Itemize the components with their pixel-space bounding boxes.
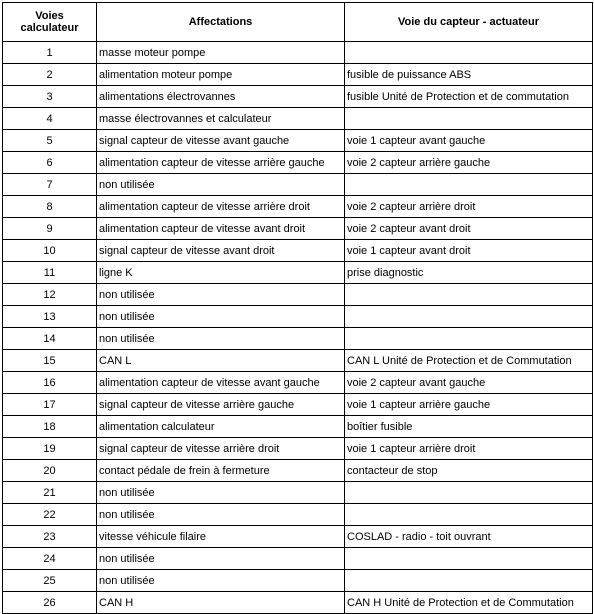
capteur-actuateur-cell: voie 2 capteur avant gauche <box>345 372 593 394</box>
voie-number-cell: 11 <box>3 262 97 284</box>
table-row <box>3 174 593 196</box>
affectation-cell: CAN H <box>97 592 345 614</box>
affectation-cell: signal capteur de vitesse arrière gauche <box>97 394 345 416</box>
table-row <box>3 416 593 438</box>
voie-number-cell: 2 <box>3 64 97 86</box>
affectation-cell: masse moteur pompe <box>97 42 345 64</box>
affectation-cell: alimentation moteur pompe <box>97 64 345 86</box>
capteur-actuateur-cell <box>345 284 593 306</box>
capteur-actuateur-cell: prise diagnostic <box>345 262 593 284</box>
voie-number-cell: 24 <box>3 548 97 570</box>
table-row <box>3 504 593 526</box>
capteur-actuateur-cell <box>345 108 593 130</box>
voie-number-cell: 10 <box>3 240 97 262</box>
affectation-cell: signal capteur de vitesse avant droit <box>97 240 345 262</box>
capteur-actuateur-cell <box>345 42 593 64</box>
affectation-cell: CAN L <box>97 350 345 372</box>
voie-number-cell: 18 <box>3 416 97 438</box>
voie-number-cell: 25 <box>3 570 97 592</box>
header-row <box>3 3 593 42</box>
voie-number-cell: 26 <box>3 592 97 614</box>
table-row <box>3 350 593 372</box>
capteur-actuateur-cell <box>345 570 593 592</box>
affectation-cell: non utilisée <box>97 482 345 504</box>
voie-number-cell: 14 <box>3 328 97 350</box>
affectation-cell: signal capteur de vitesse arrière droit <box>97 438 345 460</box>
capteur-actuateur-cell: voie 1 capteur arrière droit <box>345 438 593 460</box>
capteur-actuateur-cell <box>345 548 593 570</box>
table-row <box>3 482 593 504</box>
table-row <box>3 438 593 460</box>
capteur-actuateur-cell <box>345 482 593 504</box>
voie-number-cell: 12 <box>3 284 97 306</box>
capteur-actuateur-cell: COSLAD - radio - toit ouvrant <box>345 526 593 548</box>
affectation-cell: non utilisée <box>97 328 345 350</box>
voie-number-cell: 23 <box>3 526 97 548</box>
pinout-table <box>2 2 593 614</box>
affectation-cell: contact pédale de frein à fermeture <box>97 460 345 482</box>
affectation-cell: alimentation calculateur <box>97 416 345 438</box>
table-row <box>3 152 593 174</box>
affectation-cell: non utilisée <box>97 284 345 306</box>
table-row <box>3 570 593 592</box>
table-row <box>3 592 593 614</box>
capteur-actuateur-cell: fusible de puissance ABS <box>345 64 593 86</box>
affectation-cell: ligne K <box>97 262 345 284</box>
capteur-actuateur-cell: voie 1 capteur avant droit <box>345 240 593 262</box>
voie-number-cell: 15 <box>3 350 97 372</box>
voie-number-cell: 1 <box>3 42 97 64</box>
capteur-actuateur-cell <box>345 328 593 350</box>
table-row <box>3 196 593 218</box>
affectation-cell: non utilisée <box>97 548 345 570</box>
capteur-actuateur-cell: voie 2 capteur avant droit <box>345 218 593 240</box>
affectation-cell: non utilisée <box>97 504 345 526</box>
voie-number-cell: 7 <box>3 174 97 196</box>
capteur-actuateur-cell <box>345 306 593 328</box>
voie-number-cell: 17 <box>3 394 97 416</box>
header-voies-calculateur <box>3 3 97 42</box>
affectation-cell: non utilisée <box>97 174 345 196</box>
table-row <box>3 108 593 130</box>
table-row <box>3 460 593 482</box>
affectation-cell: alimentation capteur de vitesse arrière droit <box>97 196 345 218</box>
table-row <box>3 306 593 328</box>
table-row <box>3 284 593 306</box>
capteur-actuateur-cell: voie 1 capteur arrière gauche <box>345 394 593 416</box>
table-row <box>3 240 593 262</box>
voie-number-cell: 4 <box>3 108 97 130</box>
voie-number-cell: 6 <box>3 152 97 174</box>
voie-number-cell: 8 <box>3 196 97 218</box>
table-row <box>3 548 593 570</box>
voie-number-cell: 20 <box>3 460 97 482</box>
capteur-actuateur-cell: fusible Unité de Protection et de commutation <box>345 86 593 108</box>
voie-number-cell: 5 <box>3 130 97 152</box>
capteur-actuateur-cell: contacteur de stop <box>345 460 593 482</box>
voie-number-cell: 3 <box>3 86 97 108</box>
table-body <box>3 42 593 614</box>
table-row <box>3 86 593 108</box>
voie-number-cell: 13 <box>3 306 97 328</box>
capteur-actuateur-cell <box>345 504 593 526</box>
affectation-cell: alimentation capteur de vitesse avant droit <box>97 218 345 240</box>
voie-number-cell: 21 <box>3 482 97 504</box>
capteur-actuateur-cell: CAN L Unité de Protection et de Commutation <box>345 350 593 372</box>
affectation-cell: vitesse véhicule filaire <box>97 526 345 548</box>
voie-number-cell: 16 <box>3 372 97 394</box>
capteur-actuateur-cell: boîtier fusible <box>345 416 593 438</box>
capteur-actuateur-cell: CAN H Unité de Protection et de Commutation <box>345 592 593 614</box>
voie-number-cell: 19 <box>3 438 97 460</box>
table-row <box>3 42 593 64</box>
header-voies-line1: Voies <box>35 10 64 22</box>
affectation-cell: alimentations électrovannes <box>97 86 345 108</box>
table-row <box>3 218 593 240</box>
table-row <box>3 394 593 416</box>
affectation-cell: signal capteur de vitesse avant gauche <box>97 130 345 152</box>
header-voie-capteur: Voie du capteur - actuateur <box>345 3 593 42</box>
table-row <box>3 130 593 152</box>
capteur-actuateur-cell <box>345 174 593 196</box>
header-voies-line2: calculateur <box>20 22 79 34</box>
affectation-cell: masse électrovannes et calculateur <box>97 108 345 130</box>
capteur-actuateur-cell: voie 2 capteur arrière gauche <box>345 152 593 174</box>
affectation-cell: alimentation capteur de vitesse arrière gauche <box>97 152 345 174</box>
affectation-cell: alimentation capteur de vitesse avant gauche <box>97 372 345 394</box>
table-header <box>3 3 593 42</box>
affectation-cell: non utilisée <box>97 306 345 328</box>
table-row <box>3 372 593 394</box>
table-row <box>3 64 593 86</box>
affectation-cell: non utilisée <box>97 570 345 592</box>
voie-number-cell: 9 <box>3 218 97 240</box>
table-row <box>3 526 593 548</box>
capteur-actuateur-cell: voie 2 capteur arrière droit <box>345 196 593 218</box>
header-affectations: Affectations <box>97 3 345 42</box>
capteur-actuateur-cell: voie 1 capteur avant gauche <box>345 130 593 152</box>
table-row <box>3 262 593 284</box>
table-row <box>3 328 593 350</box>
voie-number-cell: 22 <box>3 504 97 526</box>
